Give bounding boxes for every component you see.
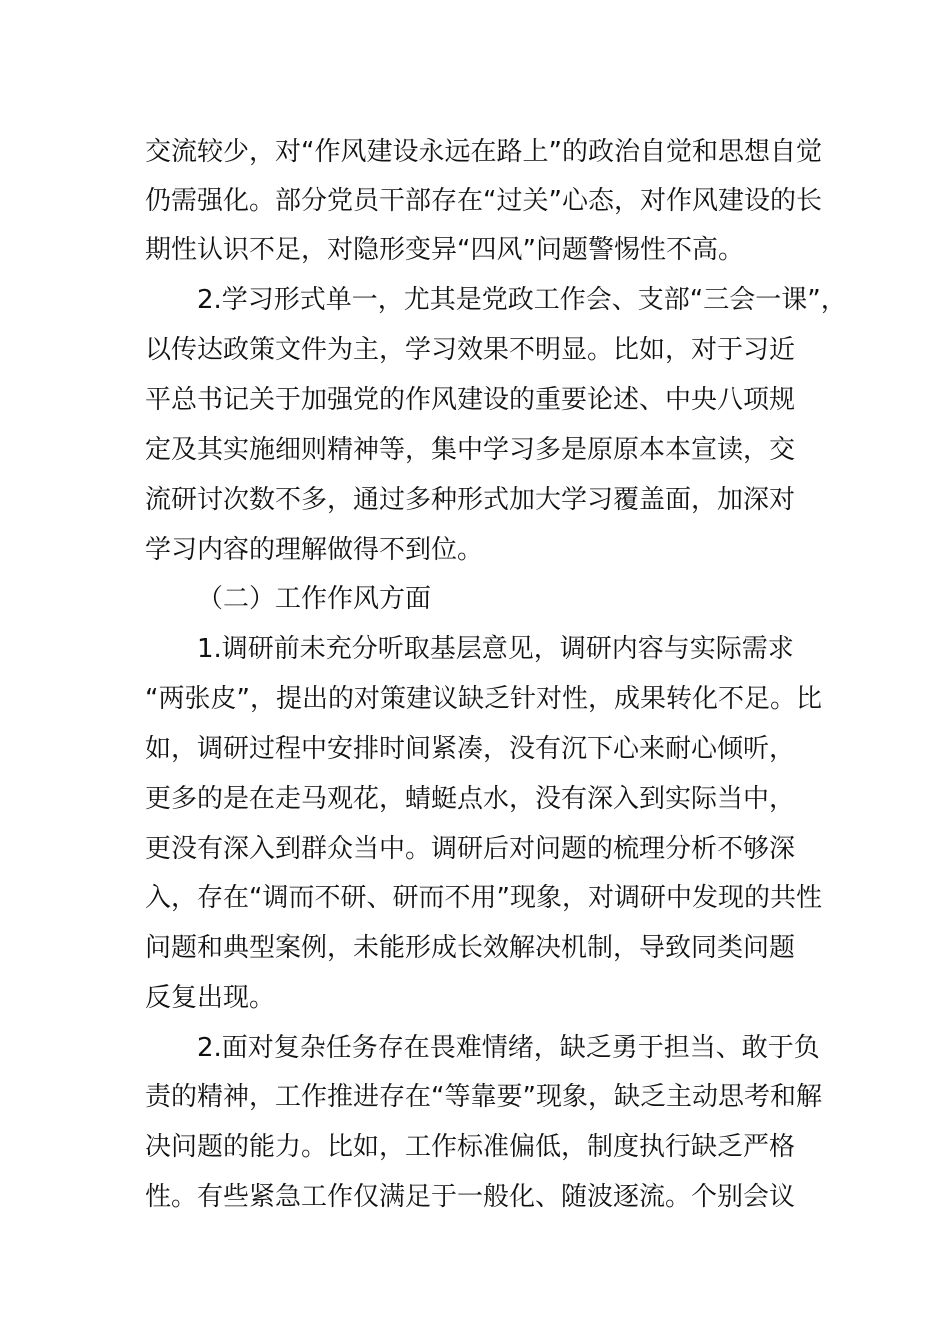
text-line: 期性认识不足，对隐形变异“四风”问题警惕性不高。 (145, 235, 744, 265)
text-line: 责的精神，工作推进存在“等靠要”现象，缺乏主动思考和解 (145, 1082, 822, 1112)
text-line: 平总书记关于加强党的作风建设的重要论述、中央八项规 (145, 385, 796, 415)
paragraph-first-line: 2.面对复杂任务存在畏难情绪，缺乏勇于担当、敢于负 (197, 1033, 820, 1063)
text-line: 反复出现。 (145, 983, 276, 1013)
paragraph-first-line: 1.调研前未充分听取基层意见，调研内容与实际需求 (197, 634, 794, 664)
text-line: 仍需强化。部分党员干部存在“过关”心态，对作风建设的长 (145, 186, 822, 216)
text-line: 更多的是在走马观花，蜻蜓点水，没有深入到实际当中， (145, 784, 796, 814)
text-line: 以传达政策文件为主，学习效果不明显。比如，对于习近 (145, 335, 796, 365)
text-line: 交流较少，对“作风建设永远在路上”的政治自觉和思想自觉 (145, 137, 822, 167)
section-heading: （二）工作作风方面 (197, 584, 432, 614)
text-line: 决问题的能力。比如，工作标准偏低，制度执行缺乏严格 (145, 1132, 796, 1162)
text-line: 如，调研过程中安排时间紧凑，没有沉下心来耐心倾听， (145, 734, 796, 764)
text-line: 入，存在“调而不研、研而不用”现象，对调研中发现的共性 (145, 883, 822, 913)
text-line: 问题和典型案例，未能形成长效解决机制，导致同类问题 (145, 933, 796, 963)
text-line: 学习内容的理解做得不到位。 (145, 535, 484, 565)
text-line: 性。有些紧急工作仅满足于一般化、随波逐流。个别会议 (145, 1182, 796, 1212)
text-line: 更没有深入到群众当中。调研后对问题的梳理分析不够深 (145, 834, 796, 864)
text-line: 流研讨次数不多，通过多种形式加大学习覆盖面，加深对 (145, 485, 796, 515)
text-line: 定及其实施细则精神等，集中学习多是原原本本宣读，交 (145, 435, 796, 465)
paragraph-first-line: 2.学习形式单一，尤其是党政工作会、支部“三会一课”， (197, 285, 847, 315)
text-line: “两张皮”，提出的对策建议缺乏针对性，成果转化不足。比 (145, 684, 822, 714)
